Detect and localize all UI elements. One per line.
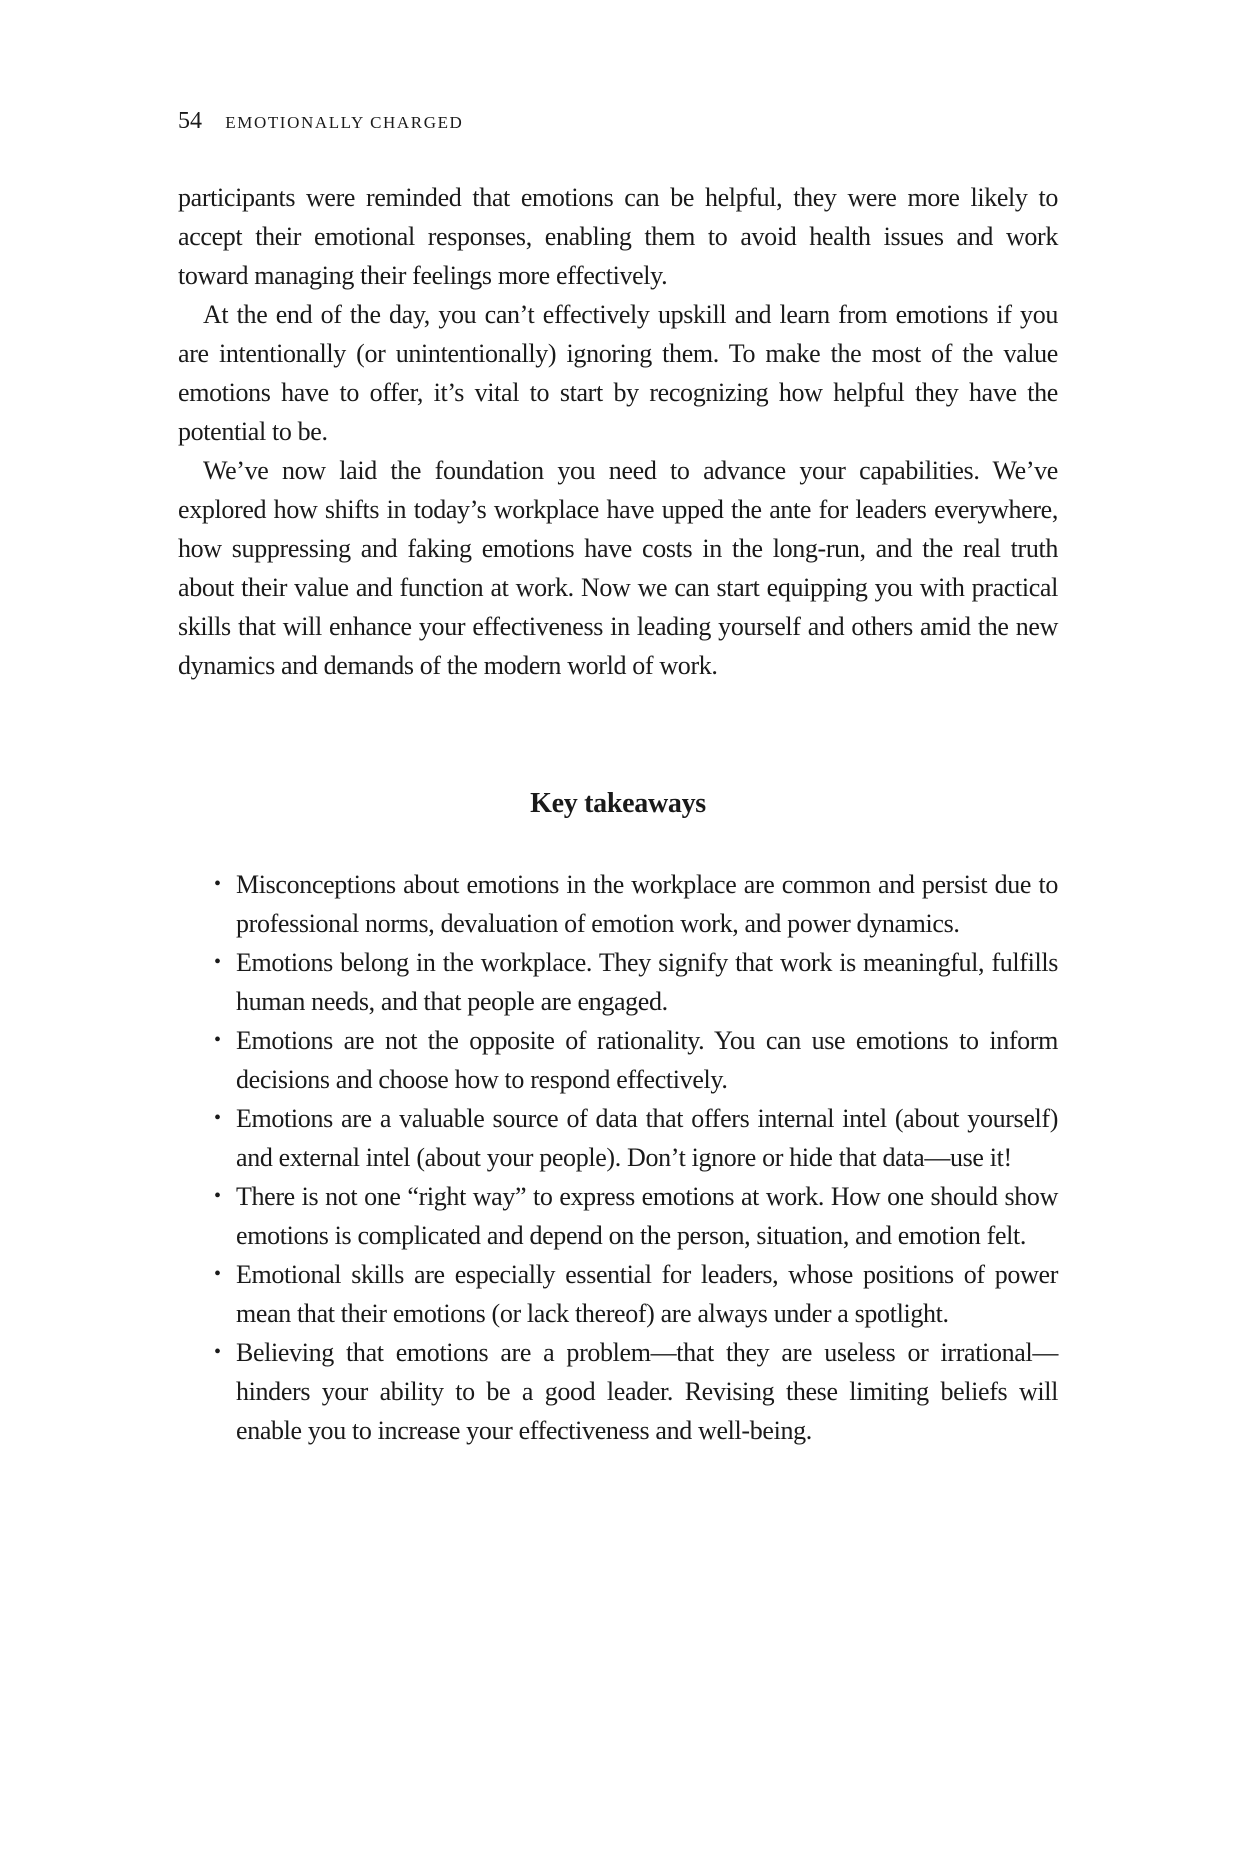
paragraph: We’ve now laid the foundation you need to advance your capabilities. We’ve explored how shifts in today’s workplace have upped the ante for leaders everywhere, how suppressing and faking emotions have costs in the long-run, and the real truth about their value and function at work. Now we can start equipping you with practical skills that will enhance your effectiveness in leading yourself and others amid the new dynamics and demands of the modern world of work. <box>178 456 1058 680</box>
list-item <box>214 1177 1058 1255</box>
list-item-text: There is not one “right way” to express emotions at work. How one should show emotions is complicated and depend on the person, situation, and emotion felt. <box>236 1182 1058 1250</box>
paragraph: At the end of the day, you can’t effectively upskill and learn from emotions if you are intentionally (or unintentionally) ignoring them. To make the most of the value emotions have to offer, it’s vital to start by recognizing how helpful they have the potential to be. <box>178 300 1058 446</box>
list-item <box>214 1333 1058 1450</box>
bullet-icon: • <box>214 1029 221 1051</box>
key-takeaways-list <box>214 865 1058 1450</box>
list-item <box>214 1021 1058 1099</box>
list-item-text: Emotions belong in the workplace. They signify that work is meaningful, fulfills human needs, and that people are engaged. <box>236 948 1058 1016</box>
list-item-text: Emotions are not the opposite of rationality. You can use emotions to inform decisions and choose how to respond effectively. <box>236 1026 1058 1094</box>
body-text <box>178 178 1058 685</box>
bullet-icon: • <box>214 1185 221 1207</box>
list-item <box>214 943 1058 1021</box>
running-head <box>178 106 463 138</box>
bullet-icon: • <box>214 1107 221 1129</box>
page-number: 54 <box>178 108 202 134</box>
bullet-icon: • <box>214 1263 221 1285</box>
list-item-text: Emotional skills are especially essential for leaders, whose positions of power mean that their emotions (or lack thereof) are always under a spotlight. <box>236 1260 1058 1328</box>
paragraph: participants were reminded that emotions can be helpful, they were more likely to accept their emotional responses, enabling them to avoid health issues and work toward managing their feelings more effectively. <box>178 183 1058 290</box>
list-item-text: Misconceptions about emotions in the workplace are common and persist due to professional norms, devaluation of emotion work, and power dynamics. <box>236 870 1058 938</box>
key-takeaways-heading: Key takeaways <box>530 788 706 819</box>
bullet-icon: • <box>214 1341 221 1363</box>
bullet-icon: • <box>214 951 221 973</box>
list-item <box>214 1099 1058 1177</box>
list-item-text: Believing that emotions are a problem—that they are useless or irrational—hinders your ability to be a good leader. Revising these limiting beliefs will enable you to increase your effectiveness and well-being. <box>236 1338 1058 1445</box>
book-title: EMOTIONALLY CHARGED <box>225 113 464 132</box>
list-item <box>214 1255 1058 1333</box>
list-item-text: Emotions are a valuable source of data that offers internal intel (about yourself) and external intel (about your people). Don’t ignore or hide that data—use it! <box>236 1104 1058 1172</box>
bullet-icon: • <box>214 873 221 895</box>
list-item <box>214 865 1058 943</box>
